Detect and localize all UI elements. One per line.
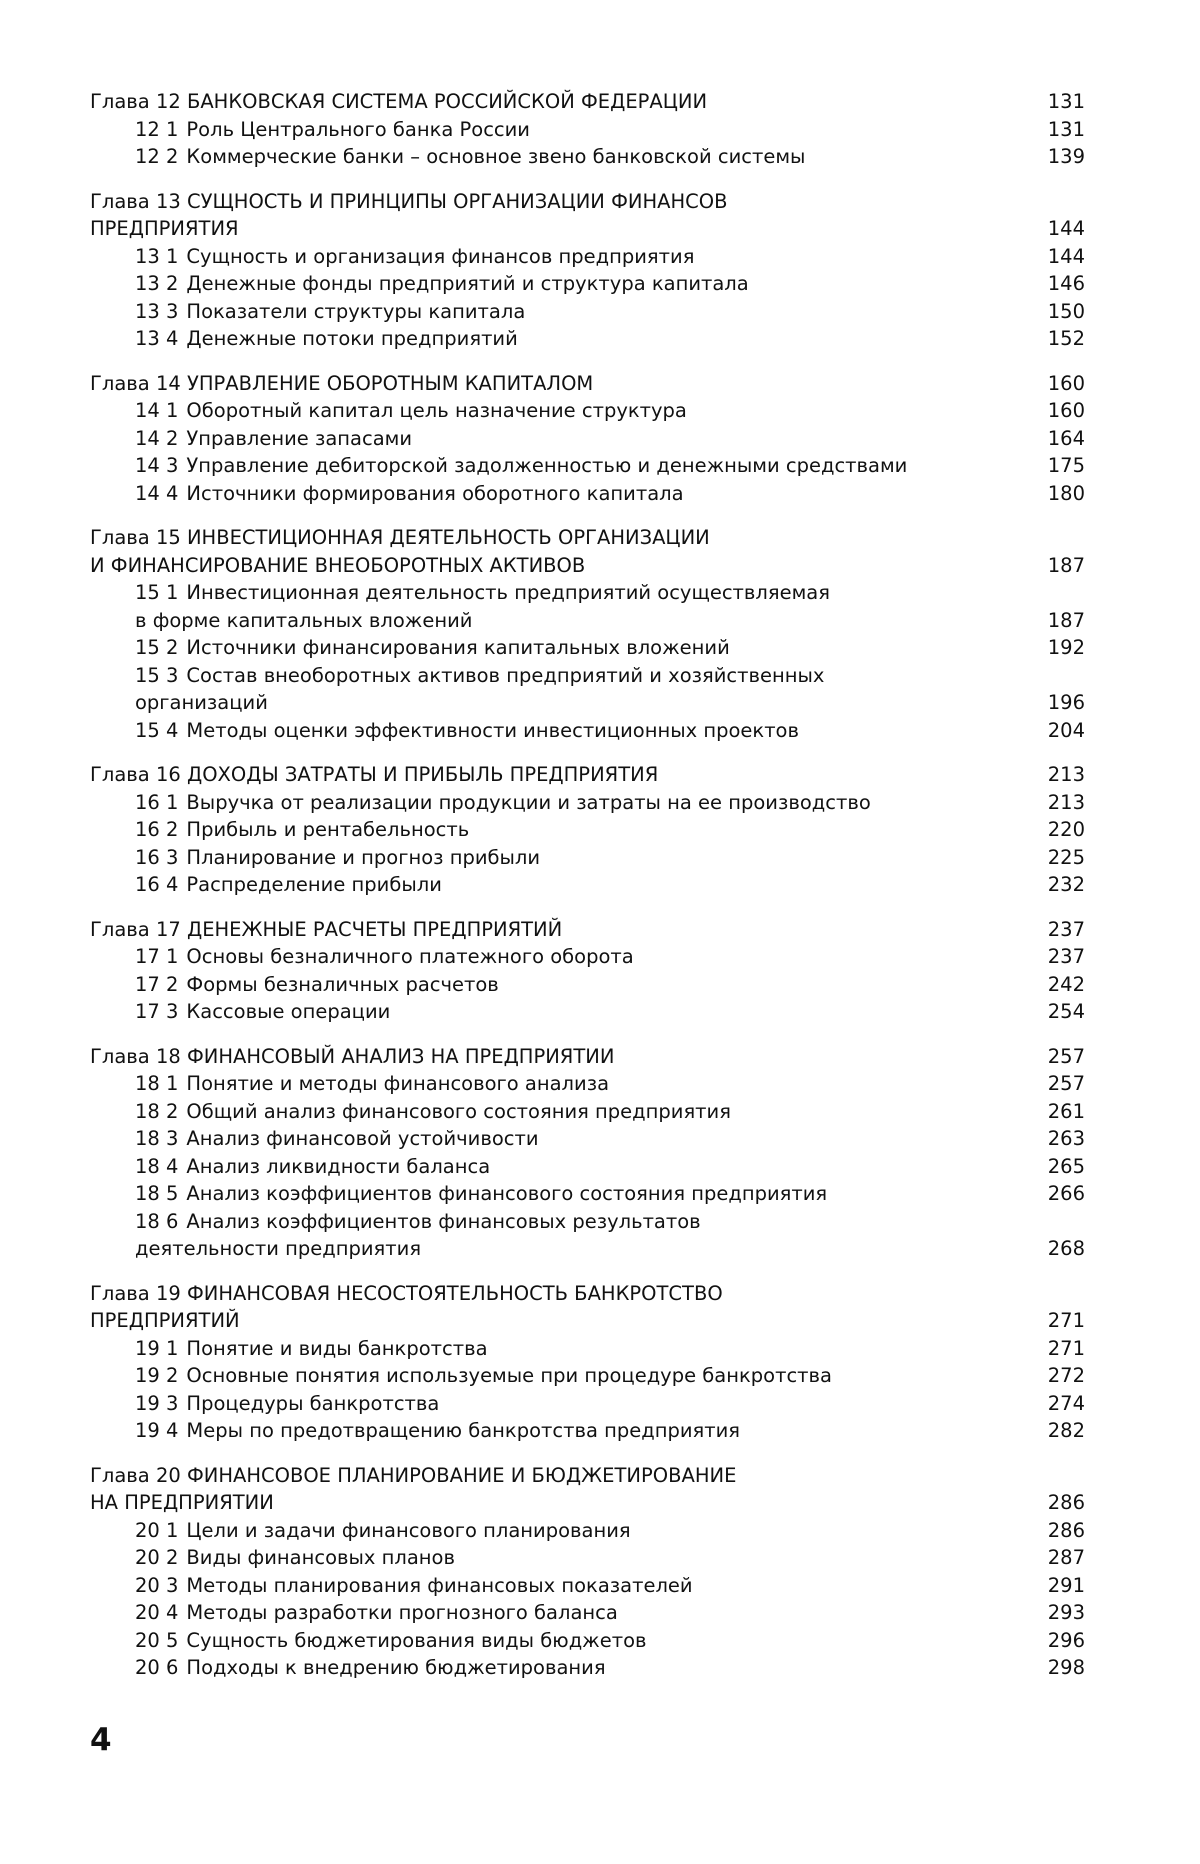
section-number: 12 1 — [135, 117, 179, 141]
toc-section-entry — [90, 1208, 1085, 1263]
section-number: 15 2 — [135, 636, 179, 659]
section-label — [135, 1654, 1027, 1682]
section-title: Цели и задачи финансового планирования — [186, 1518, 631, 1542]
section-number: 13 1 — [135, 244, 179, 268]
chapter-page-number: 271 — [1047, 1309, 1085, 1332]
section-number: 15 4 — [135, 718, 179, 742]
section-title: Процедуры банкротства — [186, 1391, 440, 1415]
toc-chapter — [90, 188, 1085, 353]
chapter-page-number: 131 — [1047, 90, 1085, 113]
section-label — [135, 1627, 1027, 1655]
section-label — [135, 998, 1027, 1026]
section-label — [135, 425, 1027, 453]
section-title: Меры по предотвращению банкротства предприятия — [186, 1419, 741, 1442]
section-number: 17 3 — [135, 1000, 179, 1023]
chapter-title: Глава 15 ИНВЕСТИЦИОННАЯ ДЕЯТЕЛЬНОСТЬ ОРГАНИЗАЦИИ И ФИНАНСИРОВАНИЕ ВНЕОБОРОТНЫХ АКТИВОВ — [90, 526, 710, 577]
chapter-heading — [90, 524, 1085, 579]
toc-section-entry — [90, 717, 1085, 745]
section-title: Анализ коэффициентов финансового состояния предприятия — [186, 1182, 828, 1205]
toc-section-entry — [90, 270, 1085, 298]
section-title: Методы планирования финансовых показателей — [186, 1573, 693, 1597]
section-page-number: 254 — [1047, 1000, 1085, 1023]
toc-section-entry — [90, 844, 1085, 872]
section-title: Оборотный капитал цель назначение структура — [186, 399, 687, 422]
section-page-number: 296 — [1047, 1628, 1085, 1652]
toc-section-entry — [90, 871, 1085, 899]
section-label — [135, 1517, 1027, 1545]
toc-section-entry — [90, 998, 1085, 1026]
chapter-page-number: 144 — [1047, 217, 1085, 240]
section-number: 19 2 — [135, 1364, 179, 1387]
section-title: Источники финансирования капитальных вложений — [186, 636, 730, 659]
toc-chapter — [90, 524, 1085, 744]
section-page-number: 187 — [1047, 608, 1085, 632]
chapter-heading — [90, 916, 1085, 944]
section-label — [135, 298, 1027, 326]
toc-section-entry — [90, 452, 1085, 480]
chapter-title: Глава 13 СУЩНОСТЬ И ПРИНЦИПЫ ОРГАНИЗАЦИИ ФИНАНСОВ ПРЕДПРИЯТИЯ — [90, 189, 728, 240]
section-page-number: 286 — [1047, 1518, 1085, 1542]
section-page-number: 266 — [1047, 1182, 1085, 1205]
section-page-number: 271 — [1047, 1336, 1085, 1360]
toc-section-entry — [90, 298, 1085, 326]
toc-section-entry — [90, 1390, 1085, 1418]
section-page-number: 139 — [1047, 145, 1085, 168]
section-label — [135, 480, 1027, 508]
toc-section-entry — [90, 143, 1085, 171]
section-title: Состав внеоборотных активов предприятий и хозяйственных организаций — [135, 663, 825, 714]
toc-section-entry — [90, 1517, 1085, 1545]
toc-section-entry — [90, 1654, 1085, 1682]
section-number: 19 3 — [135, 1391, 179, 1415]
section-title: Подходы к внедрению бюджетирования — [186, 1656, 606, 1679]
section-number: 16 1 — [135, 790, 179, 814]
toc-section-entry — [90, 480, 1085, 508]
section-page-number: 261 — [1047, 1099, 1085, 1123]
section-label — [135, 1544, 1027, 1572]
chapter-page-number: 237 — [1047, 917, 1085, 941]
section-label — [135, 143, 1027, 171]
section-page-number: 257 — [1047, 1072, 1085, 1095]
section-page-number: 242 — [1047, 972, 1085, 996]
section-label — [135, 243, 1027, 271]
section-page-number: 144 — [1047, 244, 1085, 268]
toc-chapter — [90, 370, 1085, 508]
toc-section-entry — [90, 1362, 1085, 1390]
section-title: Инвестиционная деятельность предприятий осуществляемая в форме капитальных вложений — [135, 581, 830, 632]
toc-section-entry — [90, 1153, 1085, 1181]
section-number: 20 2 — [135, 1546, 179, 1569]
section-page-number: 232 — [1047, 873, 1085, 896]
chapter-heading — [90, 1043, 1085, 1071]
section-title: Понятие и методы финансового анализа — [186, 1072, 610, 1095]
section-number: 14 3 — [135, 454, 179, 477]
chapter-heading — [90, 188, 1085, 243]
section-label — [135, 971, 1027, 999]
section-title: Основные понятия используемые при процедуре банкротства — [186, 1364, 832, 1387]
section-number: 18 3 — [135, 1127, 179, 1150]
section-title: Планирование и прогноз прибыли — [186, 845, 541, 869]
section-label — [135, 452, 1027, 480]
section-number: 20 6 — [135, 1656, 179, 1679]
section-number: 15 3 — [135, 663, 179, 687]
toc-section-entry — [90, 243, 1085, 271]
toc-section-entry — [90, 1180, 1085, 1208]
section-label — [135, 1390, 1027, 1418]
toc-section-entry — [90, 116, 1085, 144]
section-label — [135, 634, 1027, 662]
section-label — [135, 1362, 1027, 1390]
section-title: Методы оценки эффективности инвестиционных проектов — [186, 718, 799, 742]
section-number: 20 5 — [135, 1628, 179, 1652]
section-number: 18 2 — [135, 1099, 179, 1123]
section-page-number: 272 — [1047, 1364, 1085, 1387]
section-page-number: 265 — [1047, 1154, 1085, 1178]
toc-section-entry — [90, 579, 1085, 634]
section-label — [135, 871, 1027, 899]
section-title: Управление дебиторской задолженностью и денежными средствами — [186, 454, 908, 477]
section-number: 17 2 — [135, 972, 179, 996]
toc-section-entry — [90, 1098, 1085, 1126]
section-page-number: 131 — [1047, 117, 1085, 141]
chapter-title: Глава 20 ФИНАНСОВОЕ ПЛАНИРОВАНИЕ И БЮДЖЕТИРОВАНИЕ НА ПРЕДПРИЯТИИ — [90, 1463, 737, 1514]
section-label — [135, 325, 1027, 353]
toc-section-entry — [90, 325, 1085, 353]
toc-section-entry — [90, 397, 1085, 425]
section-number: 19 1 — [135, 1336, 179, 1360]
chapter-heading — [90, 1280, 1085, 1335]
section-label — [135, 1070, 1027, 1098]
section-page-number: 192 — [1047, 636, 1085, 659]
section-label — [135, 789, 1027, 817]
chapter-title: Глава 14 УПРАВЛЕНИЕ ОБОРОТНЫМ КАПИТАЛОМ — [90, 371, 594, 395]
toc-section-entry — [90, 1070, 1085, 1098]
section-label — [135, 1153, 1027, 1181]
section-label — [135, 579, 1027, 634]
chapter-page-number: 213 — [1047, 763, 1085, 786]
section-page-number: 291 — [1047, 1573, 1085, 1597]
section-number: 13 4 — [135, 327, 179, 350]
section-page-number: 196 — [1047, 691, 1085, 714]
toc-section-entry — [90, 1125, 1085, 1153]
section-title: Прибыль и рентабельность — [186, 818, 470, 841]
section-number: 14 4 — [135, 481, 179, 505]
section-number: 20 3 — [135, 1573, 179, 1597]
toc-section-entry — [90, 662, 1085, 717]
section-number: 18 4 — [135, 1154, 179, 1178]
section-page-number: 146 — [1047, 272, 1085, 295]
toc-section-entry — [90, 1417, 1085, 1445]
toc-chapter — [90, 88, 1085, 171]
section-title: Роль Центрального банка России — [186, 117, 530, 141]
section-title: Общий анализ финансового состояния предприятия — [186, 1099, 731, 1123]
section-page-number: 164 — [1047, 426, 1085, 450]
section-title: Анализ финансовой устойчивости — [186, 1127, 539, 1150]
section-page-number: 204 — [1047, 718, 1085, 742]
section-label — [135, 1098, 1027, 1126]
section-label — [135, 717, 1027, 745]
section-number: 12 2 — [135, 145, 179, 168]
section-title: Денежные потоки предприятий — [186, 327, 518, 350]
chapter-title: Глава 12 БАНКОВСКАЯ СИСТЕМА РОССИЙСКОЙ ФЕДЕРАЦИИ — [90, 90, 708, 113]
section-label — [135, 662, 1027, 717]
chapter-page-number: 286 — [1047, 1491, 1085, 1514]
section-label — [135, 816, 1027, 844]
chapter-page-number: 257 — [1047, 1044, 1085, 1068]
toc-section-entry — [90, 943, 1085, 971]
section-title: Коммерческие банки – основное звено банковской системы — [186, 145, 806, 168]
section-title: Управление запасами — [186, 426, 413, 450]
section-title: Выручка от реализации продукции и затраты на ее производство — [186, 790, 871, 814]
section-page-number: 268 — [1047, 1237, 1085, 1260]
section-label — [135, 1208, 1027, 1263]
section-title: Денежные фонды предприятий и структура капитала — [186, 272, 749, 295]
toc-section-entry — [90, 1572, 1085, 1600]
section-label — [135, 1417, 1027, 1445]
section-label — [135, 270, 1027, 298]
chapter-heading — [90, 1462, 1085, 1517]
section-title: Анализ ликвидности баланса — [186, 1154, 491, 1178]
chapter-page-number: 160 — [1047, 371, 1085, 395]
page-number: 4 — [90, 1722, 112, 1758]
section-number: 14 2 — [135, 426, 179, 450]
section-title: Анализ коэффициентов финансовых результатов деятельности предприятия — [135, 1209, 701, 1260]
toc-section-entry — [90, 634, 1085, 662]
section-label — [135, 1335, 1027, 1363]
table-of-contents — [90, 88, 1085, 1699]
section-page-number: 263 — [1047, 1127, 1085, 1150]
section-title: Кассовые операции — [186, 1000, 391, 1023]
section-number: 16 3 — [135, 845, 179, 869]
section-label — [135, 397, 1027, 425]
section-number: 20 1 — [135, 1518, 179, 1542]
chapter-heading — [90, 370, 1085, 398]
section-number: 15 1 — [135, 581, 179, 604]
section-title: Понятие и виды банкротства — [186, 1336, 488, 1360]
section-title: Распределение прибыли — [186, 873, 442, 896]
section-title: Сущность и организация финансов предприятия — [186, 244, 695, 268]
section-label — [135, 1572, 1027, 1600]
section-page-number: 287 — [1047, 1546, 1085, 1569]
toc-section-entry — [90, 425, 1085, 453]
toc-chapter — [90, 1280, 1085, 1445]
section-page-number: 220 — [1047, 818, 1085, 841]
section-title: Источники формирования оборотного капитала — [186, 481, 684, 505]
section-label — [135, 1180, 1027, 1208]
section-title: Виды финансовых планов — [186, 1546, 455, 1569]
section-title: Основы безналичного платежного оборота — [186, 945, 634, 968]
section-page-number: 213 — [1047, 790, 1085, 814]
toc-section-entry — [90, 816, 1085, 844]
toc-section-entry — [90, 789, 1085, 817]
section-number: 13 2 — [135, 272, 179, 295]
toc-section-entry — [90, 1335, 1085, 1363]
section-title: Показатели структуры капитала — [186, 299, 526, 323]
chapter-page-number: 187 — [1047, 553, 1085, 577]
section-label — [135, 943, 1027, 971]
section-page-number: 298 — [1047, 1656, 1085, 1679]
section-number: 18 1 — [135, 1072, 179, 1095]
toc-chapter — [90, 1462, 1085, 1682]
toc-chapter — [90, 1043, 1085, 1263]
section-number: 16 2 — [135, 818, 179, 841]
toc-section-entry — [90, 1599, 1085, 1627]
section-number: 19 4 — [135, 1419, 179, 1442]
section-label — [135, 1599, 1027, 1627]
section-number: 14 1 — [135, 399, 179, 422]
section-number: 18 6 — [135, 1209, 179, 1233]
toc-chapter — [90, 761, 1085, 899]
chapter-heading — [90, 761, 1085, 789]
toc-section-entry — [90, 1627, 1085, 1655]
section-page-number: 225 — [1047, 845, 1085, 869]
section-page-number: 274 — [1047, 1391, 1085, 1415]
section-number: 13 3 — [135, 299, 179, 323]
section-label — [135, 844, 1027, 872]
chapter-title: Глава 17 ДЕНЕЖНЫЕ РАСЧЕТЫ ПРЕДПРИЯТИЙ — [90, 917, 563, 941]
chapter-title: Глава 18 ФИНАНСОВЫЙ АНАЛИЗ НА ПРЕДПРИЯТИИ — [90, 1044, 615, 1068]
toc-section-entry — [90, 1544, 1085, 1572]
section-page-number: 175 — [1047, 454, 1085, 477]
section-title: Методы разработки прогнозного баланса — [186, 1601, 618, 1624]
section-page-number: 282 — [1047, 1419, 1085, 1442]
chapter-title: Глава 16 ДОХОДЫ ЗАТРАТЫ И ПРИБЫЛЬ ПРЕДПРИЯТИЯ — [90, 763, 659, 786]
chapter-heading — [90, 88, 1085, 116]
section-label — [135, 116, 1027, 144]
section-page-number: 152 — [1047, 327, 1085, 350]
section-page-number: 237 — [1047, 945, 1085, 968]
section-number: 16 4 — [135, 873, 179, 896]
section-page-number: 150 — [1047, 299, 1085, 323]
section-title: Сущность бюджетирования виды бюджетов — [186, 1628, 647, 1652]
section-number: 17 1 — [135, 945, 179, 968]
chapter-title: Глава 19 ФИНАНСОВАЯ НЕСОСТОЯТЕЛЬНОСТЬ БАНКРОТСТВО ПРЕДПРИЯТИЙ — [90, 1281, 723, 1332]
section-page-number: 293 — [1047, 1601, 1085, 1624]
section-label — [135, 1125, 1027, 1153]
section-number: 20 4 — [135, 1601, 179, 1624]
section-page-number: 180 — [1047, 481, 1085, 505]
section-number: 18 5 — [135, 1182, 179, 1205]
toc-chapter — [90, 916, 1085, 1026]
section-page-number: 160 — [1047, 399, 1085, 422]
toc-section-entry — [90, 971, 1085, 999]
section-title: Формы безналичных расчетов — [186, 972, 499, 996]
